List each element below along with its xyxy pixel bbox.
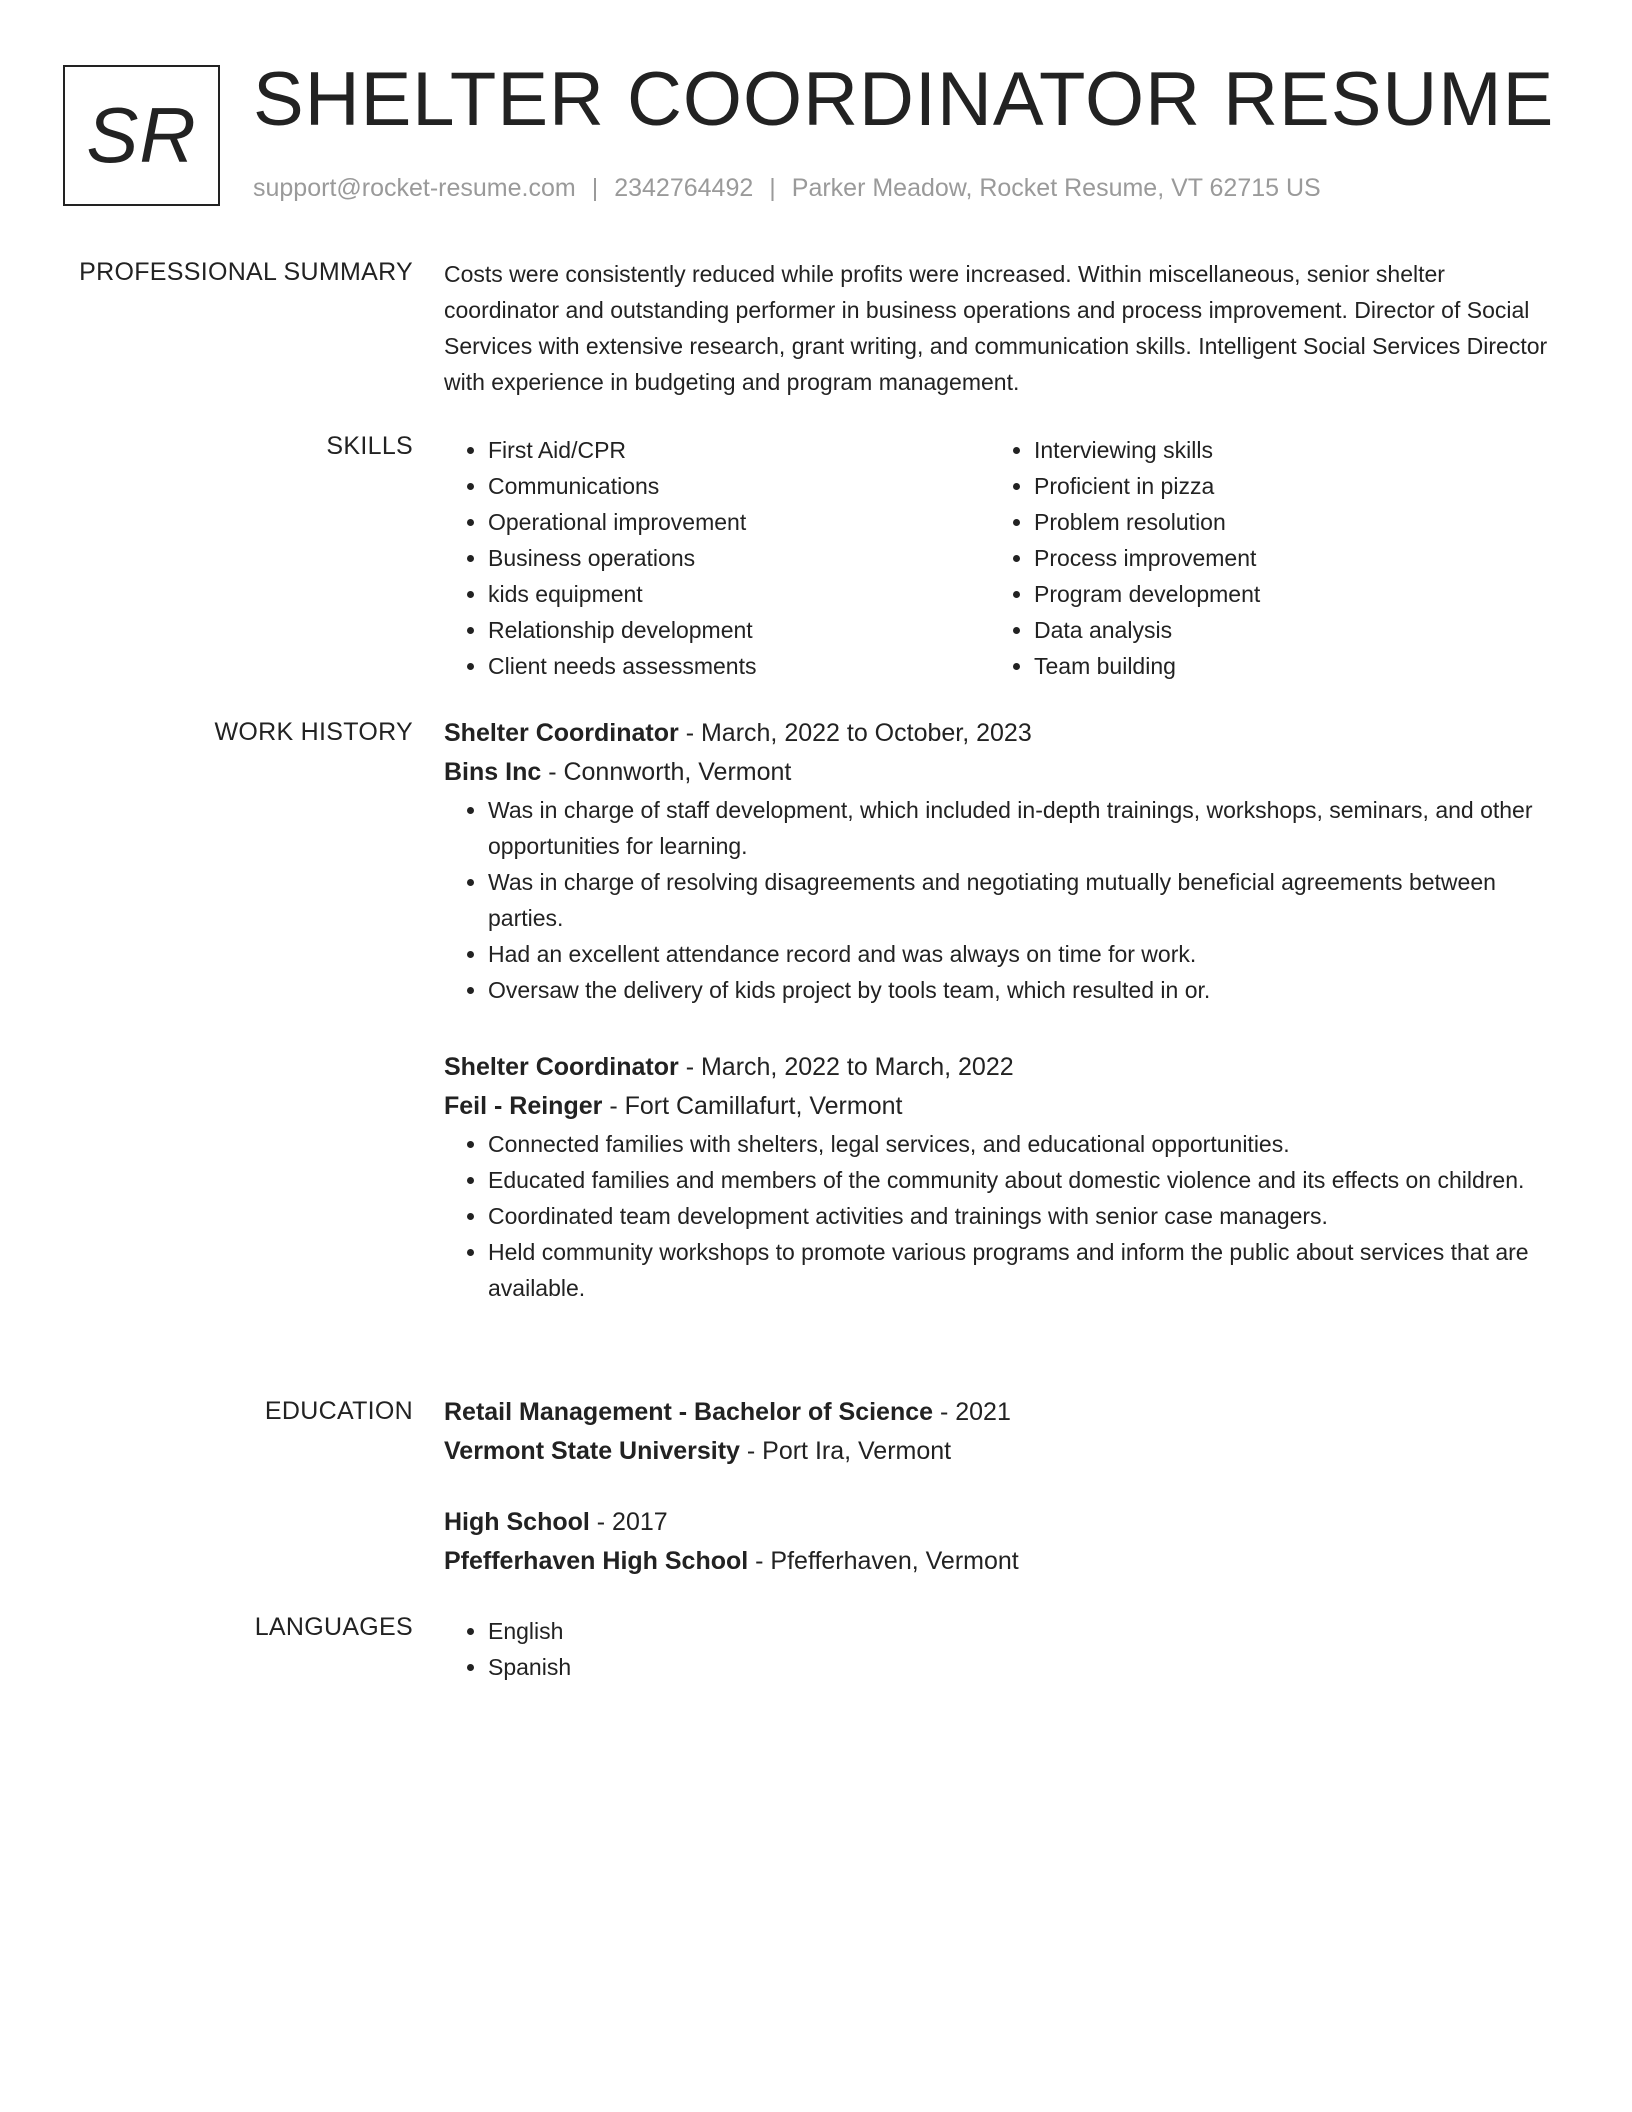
language-item: • Spanish (488, 1649, 1554, 1685)
summary-text: Costs were consistently reduced while profits were increased. Within miscellaneous, senior shelter coordinator and outstanding performer in business operations and process improvement. Director of Social Services with extensive research, grant writing, and communication skills. Intelligent Social Services Director with experience in budgeting and program management. (444, 261, 1548, 395)
skills-list-left (444, 432, 990, 684)
education-school: Pfefferhaven High School (444, 1547, 749, 1575)
education-degree-line (444, 1393, 1554, 1432)
languages-body (444, 1613, 1554, 1685)
language-item: • English (488, 1613, 1554, 1649)
skill-item: • Operational improvement (488, 504, 990, 540)
languages-list (444, 1613, 1554, 1685)
education-entry (444, 1503, 1554, 1581)
skill-item: • Business operations (488, 540, 990, 576)
resume-title: SHELTER COORDINATOR RESUME (253, 57, 1555, 142)
skill-item: • Problem resolution (1034, 504, 1536, 540)
education-school-line (444, 1432, 1554, 1471)
skill-item: • Team building (1034, 648, 1536, 684)
contact-phone[interactable]: 2342764492 (614, 174, 754, 202)
summary-body (444, 256, 1554, 400)
skills-column-right (990, 432, 1536, 684)
skills-list-right (990, 432, 1536, 684)
skill-item: • First Aid/CPR (488, 432, 990, 468)
job-bullet: • Was in charge of resolving disagreements and negotiating mutually beneficial agreements between parties. (488, 864, 1554, 936)
education-school: Vermont State University (444, 1437, 740, 1465)
job-company: Bins Inc (444, 758, 542, 786)
section-label-work: WORK HISTORY (214, 718, 413, 746)
job-title-line (444, 1048, 1554, 1087)
skill-item: • Communications (488, 468, 990, 504)
work-body (444, 714, 1554, 1346)
education-location: - Port Ira, Vermont (739, 1437, 952, 1465)
job-title: Shelter Coordinator (444, 719, 679, 747)
section-label-skills: SKILLS (326, 432, 413, 460)
job-entry (444, 1048, 1554, 1306)
education-entry (444, 1393, 1554, 1471)
section-label-languages: LANGUAGES (254, 1613, 413, 1641)
education-body (444, 1393, 1554, 1613)
job-bullet: • Educated families and members of the community about domestic violence and its effects on children. (488, 1162, 1554, 1198)
skill-item: • Interviewing skills (1034, 432, 1536, 468)
contact-separator: | (769, 174, 776, 202)
skills-columns (444, 432, 1554, 684)
education-location: - Pfefferhaven, Vermont (748, 1547, 1019, 1575)
education-year: - 2021 (933, 1398, 1011, 1426)
job-bullet: • Held community workshops to promote various programs and inform the public about services that are available. (488, 1234, 1554, 1306)
job-company: Feil - Reinger (444, 1092, 603, 1120)
skill-item: • Process improvement (1034, 540, 1536, 576)
skill-item: • Program development (1034, 576, 1536, 612)
job-bullet: • Connected families with shelters, legal services, and educational opportunities. (488, 1126, 1554, 1162)
contact-address: Parker Meadow, Rocket Resume, VT 62715 US (791, 174, 1321, 202)
education-degree-line (444, 1503, 1554, 1542)
job-bullets (444, 1126, 1554, 1306)
contact-line (253, 174, 1321, 203)
education-degree: High School (444, 1508, 590, 1536)
job-dates: - March, 2022 to October, 2023 (678, 719, 1032, 747)
skill-item: • Data analysis (1034, 612, 1536, 648)
job-bullet: • Was in charge of staff development, which included in-depth trainings, workshops, seminars, and other opportunities for learning. (488, 792, 1554, 864)
job-bullet: • Oversaw the delivery of kids project by tools team, which resulted in or. (488, 972, 1554, 1008)
skill-item: • Client needs assessments (488, 648, 990, 684)
section-label-education: EDUCATION (264, 1397, 413, 1425)
job-dates: - March, 2022 to March, 2022 (678, 1053, 1014, 1081)
section-label-summary: PROFESSIONAL SUMMARY (79, 258, 413, 286)
skill-item: • kids equipment (488, 576, 990, 612)
skills-body (444, 432, 1554, 684)
skill-item: • Proficient in pizza (1034, 468, 1536, 504)
job-bullet: • Had an excellent attendance record and was always on time for work. (488, 936, 1554, 972)
skills-column-left (444, 432, 990, 684)
job-company-line (444, 753, 1554, 792)
job-title-line (444, 714, 1554, 753)
education-degree: Retail Management - Bachelor of Science (444, 1398, 934, 1426)
job-location: - Connworth, Vermont (541, 758, 792, 786)
job-location: - Fort Camillafurt, Vermont (602, 1092, 903, 1120)
job-bullet: • Coordinated team development activities and trainings with senior case managers. (488, 1198, 1554, 1234)
education-year: - 2017 (589, 1508, 668, 1536)
education-school-line (444, 1542, 1554, 1581)
monogram-logo: SR (63, 65, 220, 206)
job-title: Shelter Coordinator (444, 1053, 679, 1081)
skill-item: • Relationship development (488, 612, 990, 648)
job-bullets (444, 792, 1554, 1008)
contact-separator: | (591, 174, 599, 202)
job-entry (444, 714, 1554, 1008)
contact-email[interactable]: support@rocket-resume.com (253, 174, 576, 202)
job-company-line (444, 1087, 1554, 1126)
